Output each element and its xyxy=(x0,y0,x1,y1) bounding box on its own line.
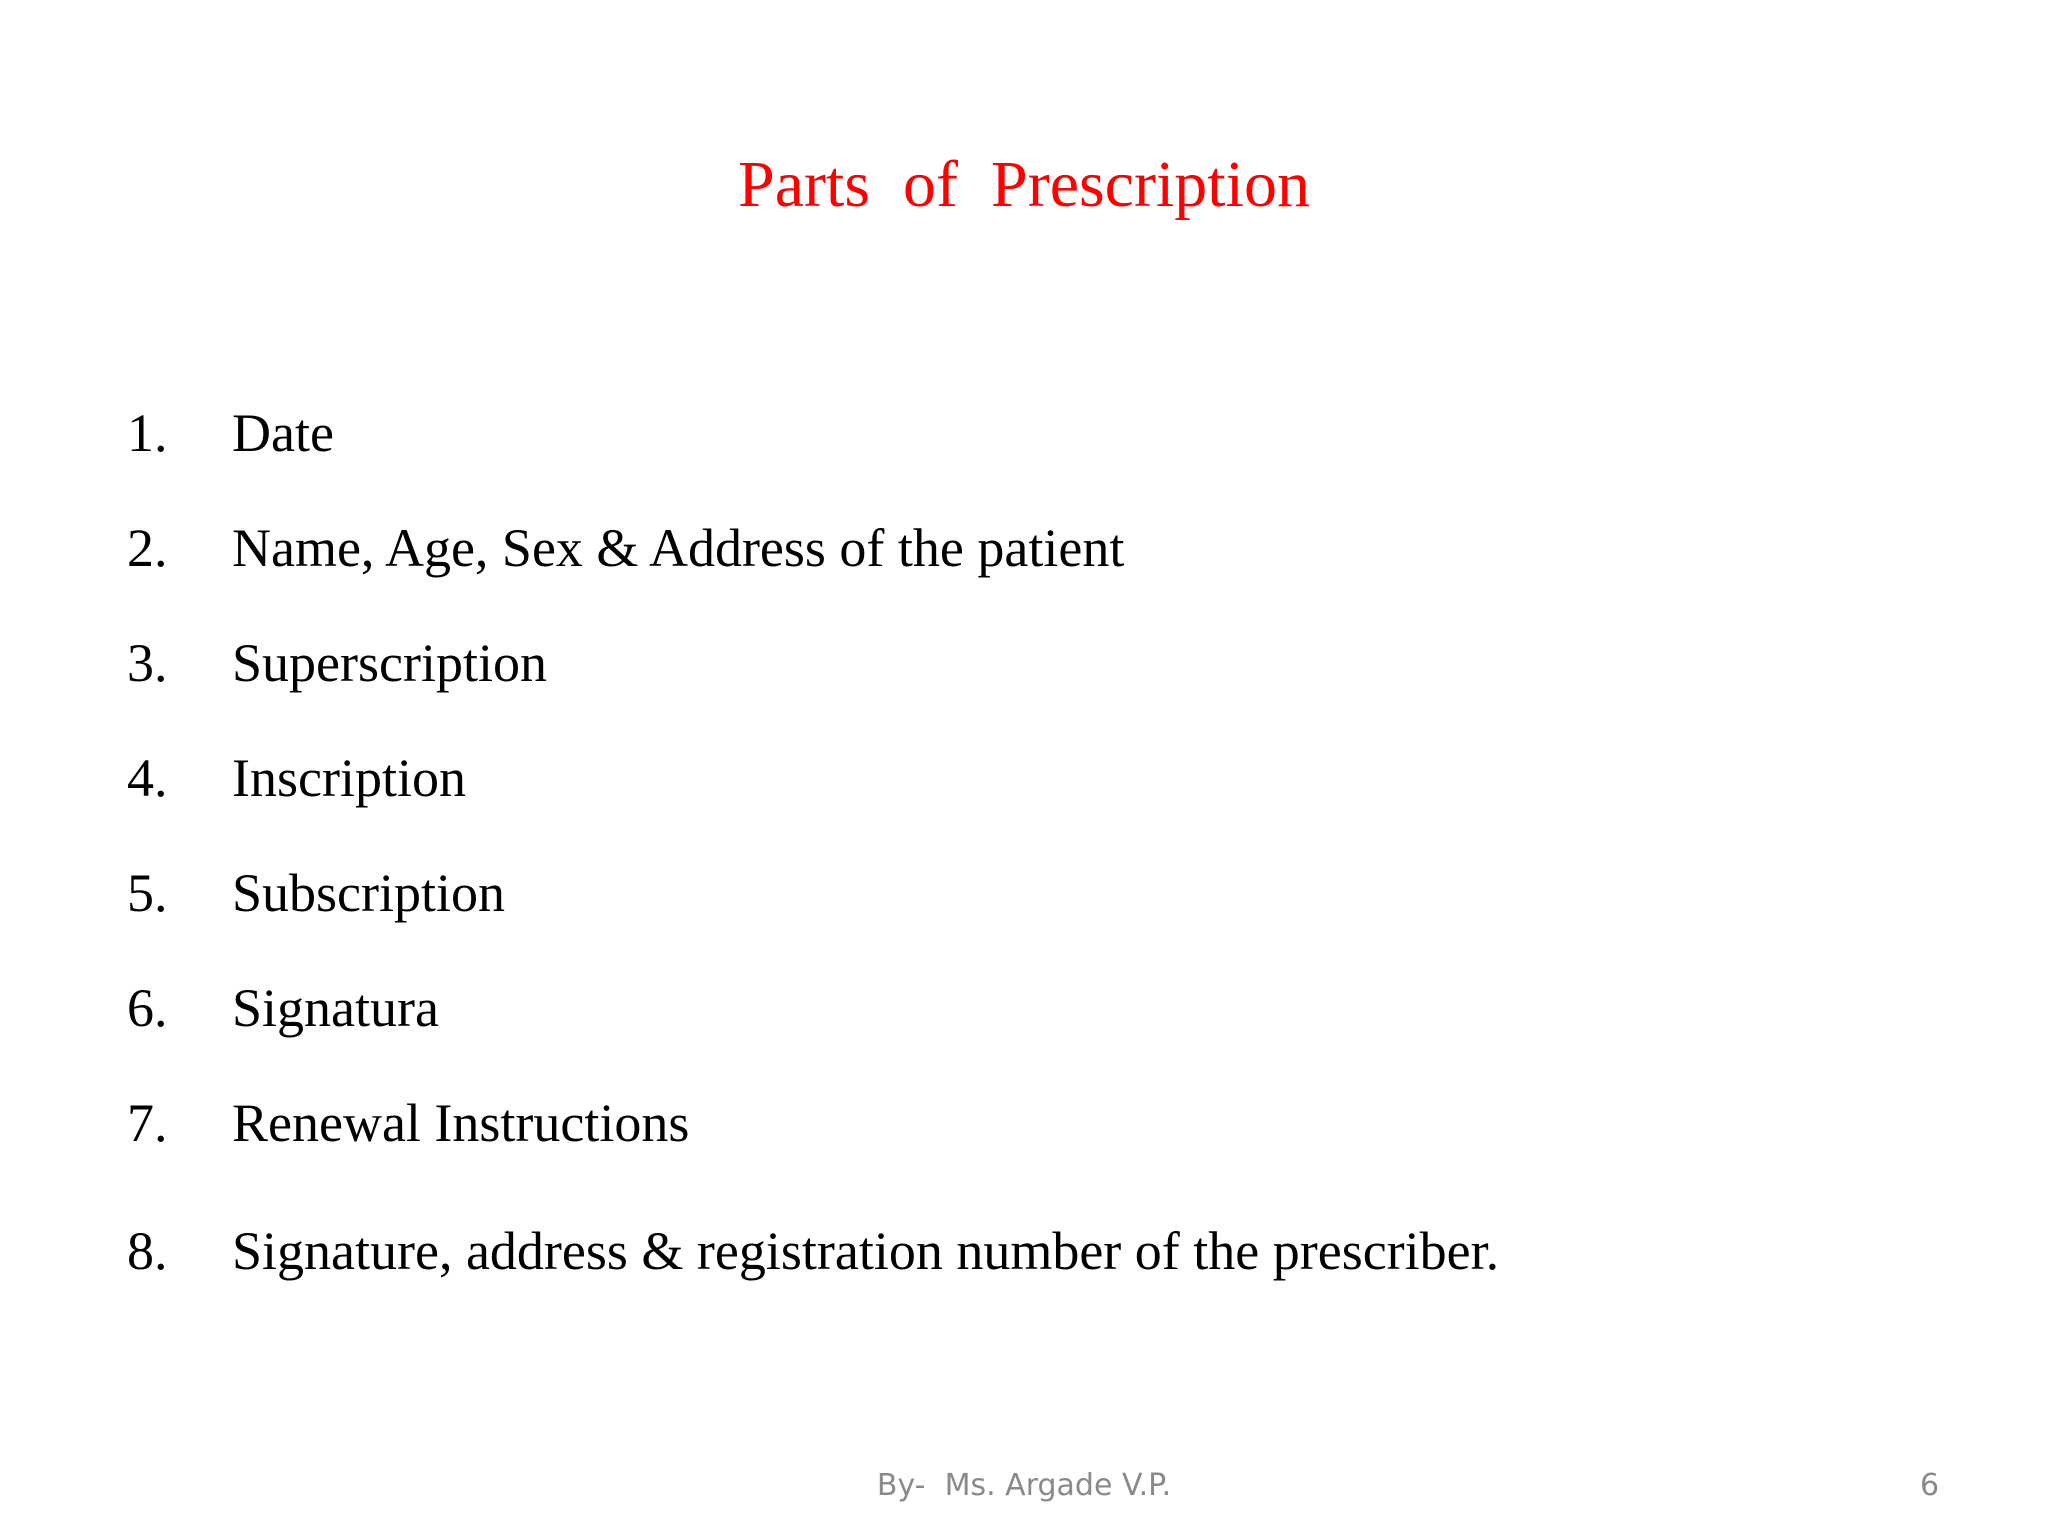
list-item-text: Superscription xyxy=(232,633,547,693)
slide-title: Parts of Prescription xyxy=(738,148,1310,221)
list-item-number: 4. xyxy=(127,748,168,808)
list-item-text: Signature, address & registration number of the prescriber. xyxy=(232,1221,1500,1281)
list-item-number: 3. xyxy=(127,633,168,693)
slide-page-number: 6 xyxy=(1920,1468,1940,1503)
list-item-number: 2. xyxy=(127,518,168,578)
list-item-number: 6. xyxy=(127,978,168,1038)
list-item-number: 5. xyxy=(127,863,168,923)
list-item-number: 8. xyxy=(127,1221,168,1281)
list-item-text: Signatura xyxy=(232,978,439,1038)
list-item-text: Name, Age, Sex & Address of the patient xyxy=(232,518,1125,578)
list-item-number: 7. xyxy=(127,1093,168,1153)
list-item-text: Inscription xyxy=(232,748,466,808)
list-item-text: Date xyxy=(232,403,334,463)
slide-footer-author: By- Ms. Argade V.P. xyxy=(876,1468,1172,1503)
list-item-number: 1. xyxy=(127,403,168,463)
list-item-text: Subscription xyxy=(232,863,506,923)
list-item-text: Renewal Instructions xyxy=(232,1093,690,1153)
